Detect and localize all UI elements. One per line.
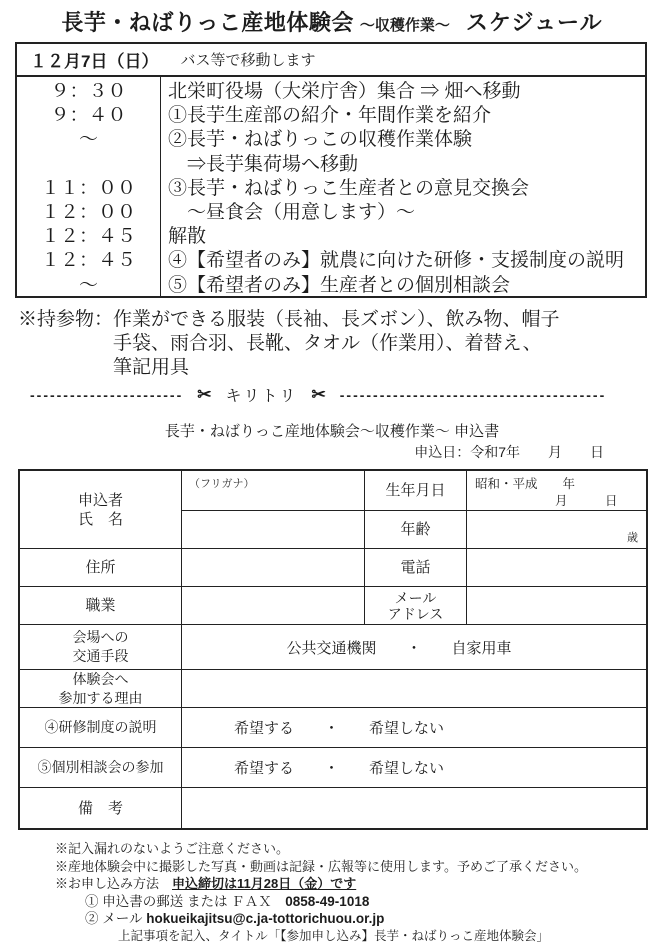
- form-application-date: 申込日：令和7年 月 日: [0, 442, 664, 462]
- note-application-method: ※お申し込み方法 申込締切は11月28日（金）です: [55, 875, 587, 893]
- schedule-time: １２：４５: [17, 249, 160, 273]
- age-label: 年齢: [365, 511, 467, 549]
- schedule-time: ９：４０: [17, 104, 160, 128]
- age-unit: 歳: [627, 529, 638, 545]
- schedule-desc: ～昼食会（用意します）～: [168, 201, 645, 225]
- schedule-time: [17, 153, 160, 177]
- schedule-transport-note: バス等で移動します: [180, 49, 315, 70]
- training-options: 希望する ・ 希望しない: [182, 708, 646, 748]
- phone-field: [467, 549, 646, 587]
- schedule-date-row: [17, 44, 645, 77]
- schedule-time-column: [17, 77, 161, 296]
- belongings-note: [18, 308, 560, 380]
- page-title: [0, 6, 664, 37]
- training-label: ④研修制度の説明: [20, 708, 182, 748]
- consultation-options: 希望する ・ 希望しない: [182, 748, 646, 788]
- form-title: 長芋・ねばりっこ産地体験会～収穫作業～ 申込書: [0, 420, 664, 441]
- birthdate-era-year: 昭和・平成 年: [475, 476, 646, 493]
- cut-label: キリトリ: [225, 383, 297, 406]
- reason-field: [182, 670, 646, 708]
- schedule-time: １２：４５: [17, 225, 160, 249]
- email-address: hokueikajitsu@c.ja-tottorichuou.or.jp: [146, 911, 384, 926]
- belongings-line: 手袋、雨合羽、長靴、タオル（作業用）、着替え、: [113, 332, 560, 356]
- belongings-label: ※持参物：: [18, 308, 113, 380]
- belongings-line: 作業ができる服装（長袖、長ズボン）、飲み物、帽子: [113, 308, 560, 332]
- note-photo-usage: ※産地体験会中に撮影した写真・動画は記録・広報等に使用します。予めご了承ください。: [55, 858, 587, 876]
- remarks-field: [182, 788, 646, 828]
- age-field: [467, 511, 646, 549]
- schedule-desc: ④【希望者のみ】就農に向けた研修・支援制度の説明: [168, 249, 645, 273]
- title-schedule: スケジュール: [466, 10, 603, 35]
- address-field: [182, 549, 365, 587]
- belongings-line: 筆記用具: [113, 356, 560, 380]
- schedule-time: ～: [17, 128, 160, 152]
- occupation-label: 職業: [20, 587, 182, 625]
- schedule-table: [15, 42, 647, 298]
- name-field: [182, 511, 365, 549]
- title-main: 長芋・ねばりっこ産地体験会: [61, 10, 354, 35]
- application-form-table: [18, 469, 648, 830]
- footer-notes: [55, 840, 587, 945]
- scissors-icon: ✂: [312, 385, 326, 405]
- title-subtitle: ～収穫作業～: [360, 17, 450, 34]
- cut-dashes-right: ----------------------------------------: [340, 387, 606, 403]
- schedule-desc: ①長芋生産部の紹介・年間作業を紹介: [168, 104, 645, 128]
- schedule-desc: ②長芋・ねばりっこの収穫作業体験: [168, 128, 645, 152]
- furigana-label: （フリガナ）: [182, 471, 365, 511]
- schedule-time: ～: [17, 274, 160, 298]
- schedule-time: １１：００: [17, 177, 160, 201]
- cut-dashes-left: -----------------------: [30, 387, 183, 403]
- schedule-desc: ③長芋・ねばりっこ生産者との意見交換会: [168, 177, 645, 201]
- schedule-desc: 解散: [168, 225, 645, 249]
- email-label: メール アドレス: [365, 587, 467, 625]
- birthdate-label: 生年月日: [365, 471, 467, 511]
- occupation-field: [182, 587, 365, 625]
- email-instruction: 上記事項を記入、タイトル「【参加申し込み】長芋・ねばりっこ産地体験会」: [55, 928, 587, 945]
- schedule-desc: ⑤【希望者のみ】生産者との個別相談会: [168, 274, 645, 297]
- fax-number: 0858-49-1018: [285, 894, 369, 909]
- email-field: [467, 587, 646, 625]
- transport-options: 公共交通機関 ・ 自家用車: [182, 625, 646, 670]
- schedule-body: [17, 77, 645, 296]
- applicant-name-label: 申込者 氏 名: [20, 471, 182, 549]
- consultation-label: ⑤個別相談会の参加: [20, 748, 182, 788]
- schedule-time: １２：００: [17, 201, 160, 225]
- phone-label: 電話: [365, 549, 467, 587]
- schedule-date: １２月7日（日）: [30, 47, 158, 72]
- birthdate-field: [467, 471, 646, 511]
- cut-line: [30, 383, 650, 406]
- transport-label: 会場への 交通手段: [20, 625, 182, 670]
- method-mail-fax: ① 申込書の郵送 または ＦＡＸ 0858-49-1018: [55, 893, 587, 911]
- scissors-icon: ✂: [197, 385, 211, 405]
- note-fill-caution: ※記入漏れのないようご注意ください。: [55, 840, 587, 858]
- application-deadline: 申込締切は11月28日（金）です: [172, 876, 356, 891]
- remarks-label: 備 考: [20, 788, 182, 828]
- method-email: ② メール hokueikajitsu@c.ja-tottorichuou.or.jp: [55, 910, 587, 928]
- schedule-time: ９：３０: [17, 80, 160, 104]
- address-label: 住所: [20, 549, 182, 587]
- schedule-desc: ⇒長芋集荷場へ移動: [168, 153, 645, 177]
- schedule-desc-column: [161, 77, 645, 296]
- reason-label: 体験会へ 参加する理由: [20, 670, 182, 708]
- schedule-desc: 北栄町役場（大栄庁舎）集合 ⇒ 畑へ移動: [168, 80, 645, 104]
- birthdate-month-day: 月 日: [475, 493, 646, 510]
